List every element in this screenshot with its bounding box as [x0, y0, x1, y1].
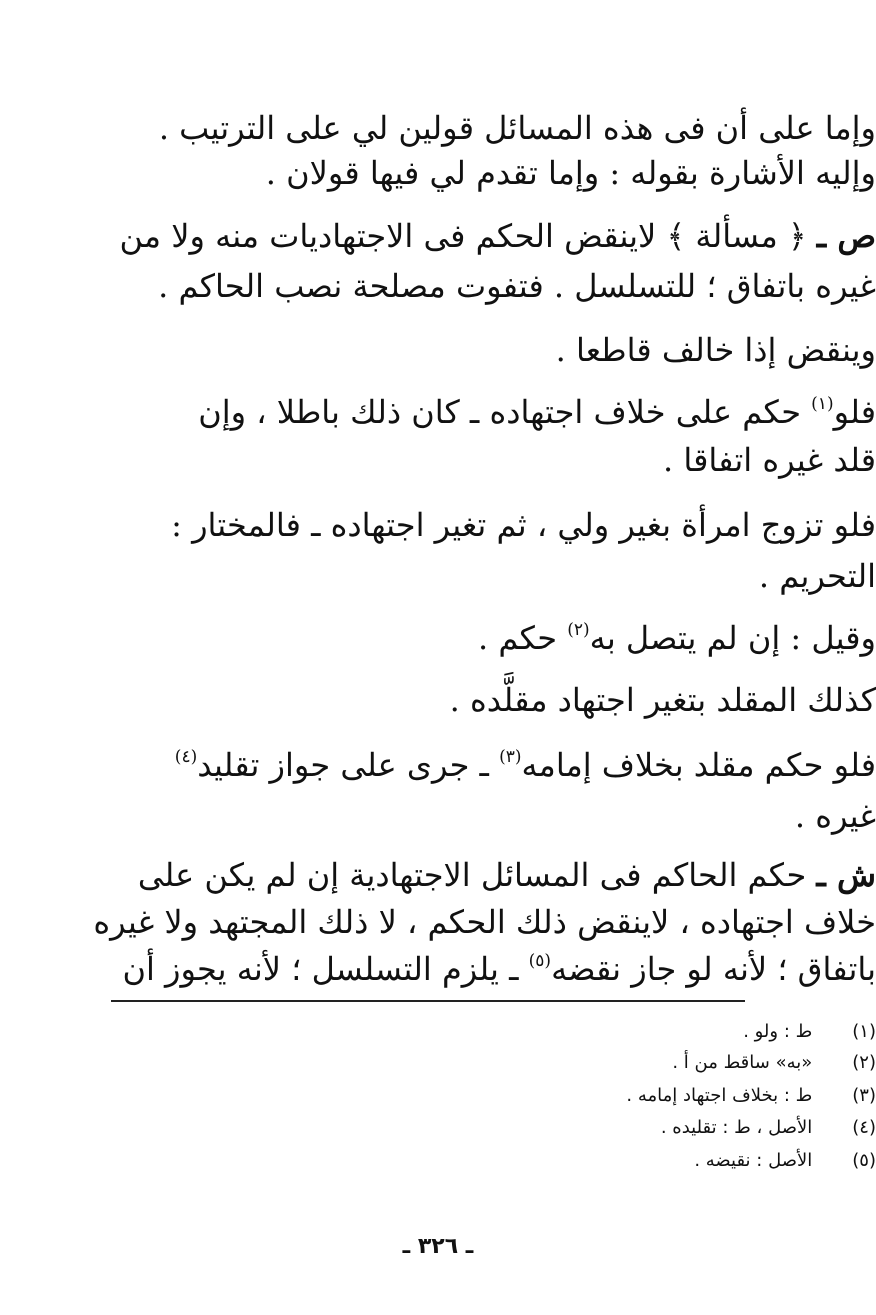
footnote [0, 1084, 876, 1108]
footnote-ref: (٣) [499, 747, 522, 767]
footnote-number: (٤) [852, 1117, 876, 1138]
footnote-ref: (١) [811, 394, 834, 414]
footnote-text: الأصل : نقيضه . [694, 1150, 813, 1171]
text-line [0, 949, 876, 989]
text-line: وينقض إذا خالف قاطعا . [555, 331, 876, 369]
text-line: خلاف اجتهاده ، لاينقض ذلك الحكم ، لا ذلك المجتهد ولا غيره [93, 903, 876, 941]
text-line: غيره . [794, 797, 876, 835]
text-line: التحريم . [758, 557, 876, 595]
footnote-number: (٣) [852, 1085, 876, 1106]
footnote-number: (١) [852, 1021, 876, 1042]
text-segment: فلو حكم مقلد بخلاف إمامه [521, 746, 876, 784]
footnote [0, 1149, 876, 1173]
bracket-open: ﴿ [787, 217, 807, 255]
footnote-ref: (٤) [174, 747, 198, 767]
text-line: غيره باتفاق ؛ للتسلسل . فتفوت مصلحة نصب الحاكم . [158, 267, 876, 305]
footnote-number: (٥) [852, 1150, 876, 1171]
footnote-divider [111, 1000, 745, 1002]
footnote-text: الأصل ، ط : تقليده . [660, 1117, 813, 1138]
footnote-ref: (٥) [528, 951, 552, 971]
text-segment: باتفاق ؛ لأنه لو جاز نقضه [551, 950, 876, 988]
text-line: قلد غيره اتفاقا . [663, 441, 876, 479]
footnote-text: ط : ولو . [743, 1021, 813, 1042]
text-segment: حكم . [477, 619, 558, 657]
text-segment: وقيل : إن لم يتصل به [589, 619, 876, 657]
text-segment: ـ جرى على جواز تقليد [197, 746, 489, 784]
text-line: وإليه الأشارة بقوله : وإما تقدم لي فيها قولان . [265, 154, 876, 192]
footnote-text: ط : بخلاف اجتهاد إمامه . [626, 1085, 813, 1106]
text-line: كذلك المقلد بتغير اجتهاد مقلَّده . [449, 681, 876, 719]
footnote-text: «به» ساقط من أ . [672, 1052, 813, 1073]
text-line: وإما على أن فى هذه المسائل قولين لي على الترتيب . [158, 109, 876, 147]
text-segment: مسألة ﴾ لاينقض الحكم فى الاجتهاديات منه ولا من [119, 217, 778, 255]
section-heading-line [0, 216, 876, 256]
commentary-line [0, 855, 876, 895]
text-line: فلو تزوج امرأة بغير ولي ، ثم تغير اجتهاده ـ فالمختار : [171, 506, 876, 544]
footnote [0, 1116, 876, 1140]
text-segment: فلو [833, 393, 876, 431]
shin-label: ش ـ [816, 856, 876, 894]
text-line [0, 618, 876, 658]
text-segment: حكم الحاكم فى المسائل الاجتهادية إن لم يكن على [137, 856, 807, 894]
text-segment: ـ يلزم التسلسل ؛ لأنه يجوز أن [122, 950, 519, 988]
page-number: ـ ٣٢٦ ـ [402, 1234, 474, 1259]
text-line [0, 392, 876, 432]
footnote-ref: (٢) [567, 620, 590, 640]
footnote [0, 1051, 876, 1075]
footnote-number: (٢) [852, 1052, 876, 1073]
text-segment: حكم على خلاف اجتهاده ـ كان ذلك باطلا ، وإن [198, 393, 801, 431]
sad-label: ص ـ [816, 217, 876, 255]
footnote [0, 1020, 876, 1044]
text-line [0, 745, 876, 785]
